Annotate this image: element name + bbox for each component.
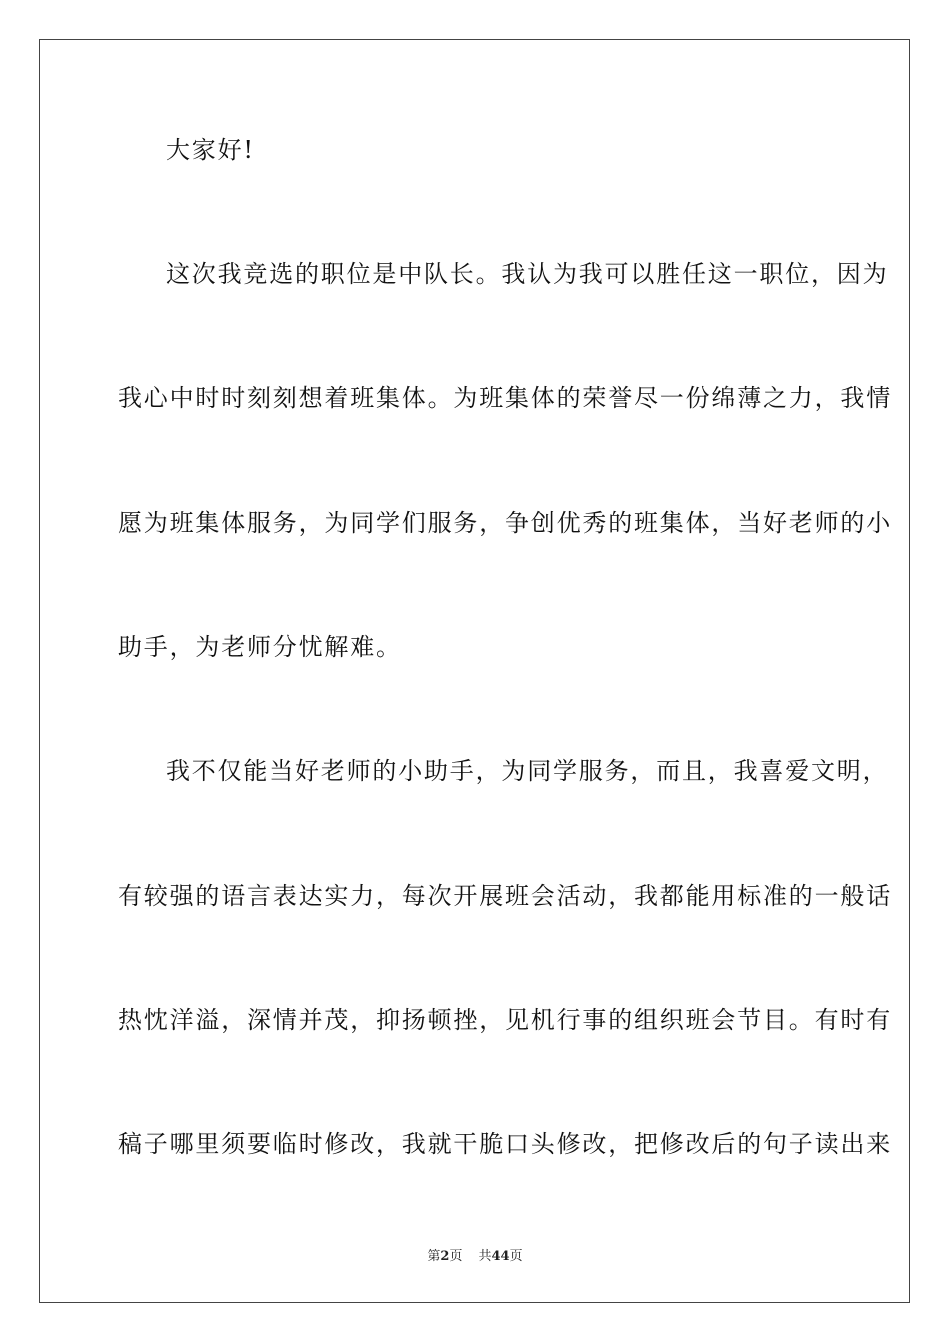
paragraph-1-line-1: 这次我竞选的职位是中队长。我认为我可以胜任这一职位，因为 (166, 260, 889, 288)
paragraph-1-line-2: 我心中时时刻刻想着班集体。为班集体的荣誉尽一份绵薄之力，我情 (118, 384, 892, 412)
total-suffix: 页 (509, 1249, 523, 1264)
total-prefix: 共 (478, 1249, 492, 1264)
greeting-line: 大家好! (166, 136, 255, 164)
paragraph-2-line-3: 热忱洋溢，深情并茂，抑扬顿挫，见机行事的组织班会节目。有时有 (118, 1006, 892, 1034)
paragraph-1-line-4: 助手，为老师分忧解难。 (118, 633, 402, 661)
total-pages: 44 (491, 1249, 510, 1264)
paragraph-2-line-4: 稿子哪里须要临时修改，我就干脆口头修改，把修改后的句子读出来 (118, 1130, 892, 1158)
page-footer (0, 1248, 950, 1266)
page-suffix: 页 (449, 1249, 463, 1264)
paragraph-1-line-3: 愿为班集体服务，为同学们服务，争创优秀的班集体，当好老师的小 (118, 509, 892, 537)
paragraph-2-line-1: 我不仅能当好老师的小助手，为同学服务，而且，我喜爱文明， (166, 757, 889, 785)
page-border (39, 39, 910, 1303)
paragraph-2-line-2: 有较强的语言表达实力，每次开展班会活动，我都能用标准的一般话 (118, 882, 892, 910)
page-number: 2 (440, 1249, 450, 1264)
page-prefix: 第 (427, 1249, 441, 1264)
